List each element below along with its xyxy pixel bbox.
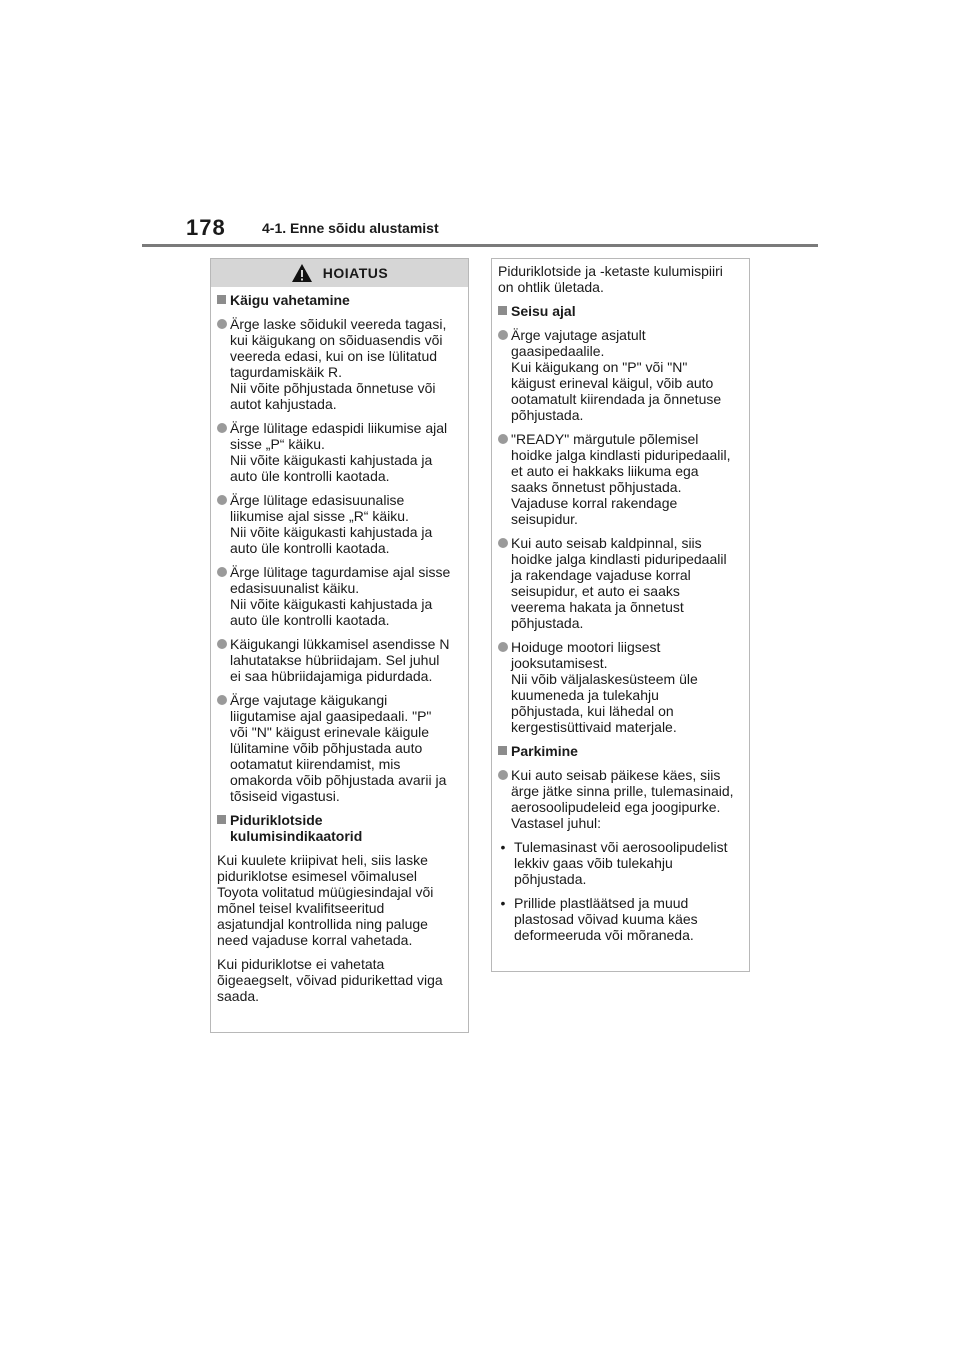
paragraph: Piduriklotside ja -ketaste kulumispiiri on ohtlik ületada. xyxy=(498,263,723,295)
round-bullet-icon xyxy=(498,434,508,444)
warning-triangle-icon xyxy=(291,263,313,283)
round-bullet-icon xyxy=(217,495,227,505)
square-bullet-icon xyxy=(217,295,226,304)
square-bullet-icon xyxy=(498,746,507,755)
list-item: Kui auto seisab kaldpinnal, siis hoidke jalga kindlasti piduripedaalil ja rakendage vajaduse korral seisupidur, et auto ei saaks veerema hakata ja õnnetust põhjustada. xyxy=(498,535,743,631)
small-bullet-icon: • xyxy=(500,839,506,855)
round-bullet-icon xyxy=(498,538,508,548)
warning-box-right xyxy=(491,258,750,972)
page-number: 178 xyxy=(186,215,226,240)
warning-header xyxy=(211,259,468,287)
list-item: Ärge laske sõidukil veereda tagasi, kui käigukang on sõiduasendis või veereda edasi, kui on ise lülitatud tagurdamiskäik R. Nii võite põhjustada õnnetuse või autot kahjustada. xyxy=(217,316,462,412)
round-bullet-icon xyxy=(217,639,227,649)
list-item: "READY" märgutule põlemisel hoidke jalga kindlasti piduripedaalil, et auto ei hakkaks liikuma ega saaks õnnetust põhjustada. Vajaduse korral rakendage seisupidur. xyxy=(498,431,743,527)
paragraph: Kui piduriklotse ei vahetata õigeaegselt, võivad pidurikettad viga saada. xyxy=(217,956,443,1004)
list-item: Ärge lülitage tagurdamise ajal sisse edasisuunalist käiku. Nii võite käigukasti kahjustada ja auto üle kontrolli kaotada. xyxy=(217,564,462,628)
section-title: 4-1. Enne sõidu alustamist xyxy=(262,220,439,236)
list-item: Ärge vajutage käigukangi liigutamise ajal gaasipedaali. "P" või "N" käigust erinevale käigule lülitamine võib põhjustada auto ootamatut kiirendamist, mis omakorda võib põhjustada avarii ja tõsiseid vigastusi. xyxy=(217,692,462,804)
round-bullet-icon xyxy=(217,319,227,329)
heading-brake-pad-indicators: Piduriklotside kulumisindikaatorid xyxy=(217,812,462,844)
list-item: Hoiduge mootori liigsest jooksutamisest. Nii võib väljalaskesüsteem üle kuumeneda ja tulekahju põhjustada, kui lähedal on kergestisüttivaid materjale. xyxy=(498,639,743,735)
round-bullet-icon xyxy=(217,695,227,705)
round-bullet-icon xyxy=(217,423,227,433)
header-divider xyxy=(142,244,818,247)
warning-box-left xyxy=(210,258,469,1033)
square-bullet-icon xyxy=(217,815,226,824)
round-bullet-icon xyxy=(498,330,508,340)
round-bullet-icon xyxy=(217,567,227,577)
sub-list-item: • Prillide plastläätsed ja muud plastosad võivad kuuma käes deformeeruda või mõraneda. xyxy=(500,895,698,943)
warning-title: HOIATUS xyxy=(322,265,389,281)
list-item: Ärge lülitage edaspidi liikumise ajal sisse „P“ käiku. Nii võite käigukasti kahjustada ja auto üle kontrolli kaotada. xyxy=(217,420,462,484)
sub-list-item: • Tulemasinast või aerosoolipudelist lekkiv gaas võib tulekahju põhjustada. xyxy=(500,839,728,887)
heading-gear-shifting: Käigu vahetamine xyxy=(217,292,462,308)
left-content xyxy=(211,287,468,1004)
heading-when-stopped: Seisu ajal xyxy=(498,303,743,319)
right-content xyxy=(492,259,749,943)
round-bullet-icon xyxy=(498,770,508,780)
list-item: Ärge vajutage asjatult gaasipedaalile. Kui käigukang on "P" või "N" käigust erineval käigul, võib auto ootamatult kiirendada ja õnnetuse põhjustada. xyxy=(498,327,743,423)
small-bullet-icon: • xyxy=(500,895,506,911)
heading-parking: Parkimine xyxy=(498,743,743,759)
list-item: Kui auto seisab päikese käes, siis ärge jätke sinna prille, tulemasinaid, aerosoolipudeleid ega joogipurke. Vastasel juhul: xyxy=(498,767,743,831)
paragraph: Kui kuulete kriipivat heli, siis laske piduriklotse esimesel võimalusel Toyota volitatud müügiesindajal või mõnel teisel kvalifitseeritud asjatundjal kontrollida ning paluge need vajaduse korral vahetada. xyxy=(217,852,434,948)
square-bullet-icon xyxy=(498,306,507,315)
list-item: Ärge lülitage edasisuunalise liikumise ajal sisse „R“ käiku. Nii võite käigukasti kahjustada ja auto üle kontrolli kaotada. xyxy=(217,492,462,556)
list-item: Käigukangi lükkamisel asendisse N lahutatakse hübriidajam. Sel juhul ei saa hübriidajamiga pidurdada. xyxy=(217,636,462,684)
round-bullet-icon xyxy=(498,642,508,652)
